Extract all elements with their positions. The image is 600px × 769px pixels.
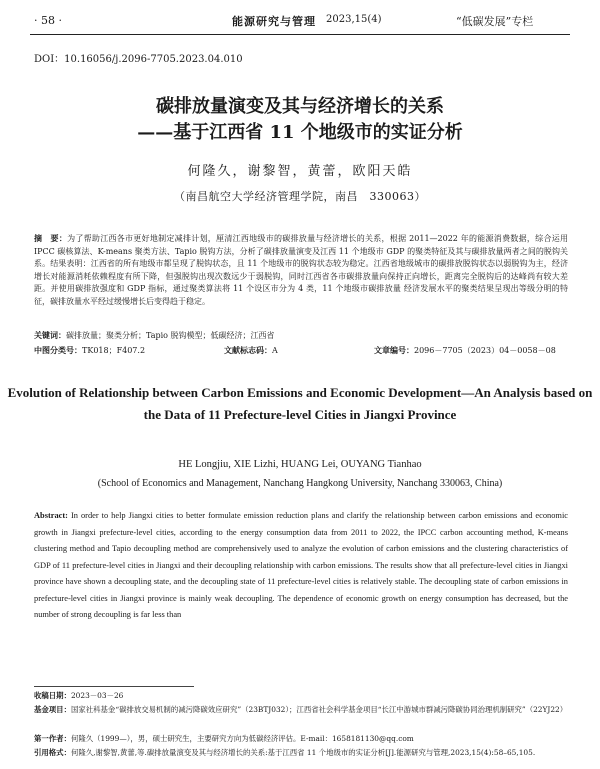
doi: DOI：10.16056/j.2096-7705.2023.04.010 [34, 54, 243, 65]
journal-name: 能源研究与管理 [232, 15, 316, 28]
page-number: · 58 · [34, 14, 62, 27]
keywords-cn-label: 关键词： [34, 330, 66, 340]
title-cn-line2: ——基于江西省 11 个地级市的实证分析 [137, 122, 463, 143]
authors-en: HE Longjiu, XIE Lizhi, HUANG Lei, OUYANG Tianhao [178, 459, 422, 470]
abstract-en-label: Abstract: [34, 511, 68, 520]
header-divider [30, 34, 570, 35]
keywords-cn [34, 330, 275, 341]
column-name: “低碳发展”专栏 [456, 15, 534, 28]
clc-number: 中图分类号：TK018；F407.2 [34, 345, 146, 355]
abstract-cn-label: 摘 要： [34, 233, 68, 243]
footnote-divider [34, 686, 194, 687]
abstract-en-text: In order to help Jiangxi cities to better formulate emission reduction plans and clarify the relationship between carbon emissions and economic growth in Jiangxi prefecture-level cities, according to the energy consumption data from 2011 to 2022, the IPCC carbon accounting method, K-means clustering method and Tapio decoupling method are comprehensively used to analyze the evolution of carbon emissions and the clustering characteristics of GDP of 11 prefecture-level cities in Jiangxi and their decoupling relationship with carbon emissions. The results show that all prefecture-level cities in Jiangxi province have shown a decoupling state, and the decoupling state of 11 prefecture-level cities is relatively stable. The decoupling state of carbon emissions in prefecture-level cities in Jiangxi province is mainly weak decoupling. The dependence of economic growth on energy consumption has decreased, but the number of strong decoupling is far less than [34, 511, 568, 619]
title-en: Evolution of Relationship between Carbon Emissions and Economic Development—An Analysis based on the Data of 11 Prefecture-level Cities in Jiangxi Province [7, 385, 593, 422]
footnote-fund: 基金项目：国家社科基金“碳排放交易机制的减污降碳效应研究”（23BTJ032）；江西省社会科学基金项目“长江中游城市群减污降碳协同治理机制研究”（22YJ22） [34, 705, 568, 714]
article-number: 文章编号：2096－7705（2023）04－0058－08 [374, 345, 556, 355]
footnote-first-author: 第一作者：何隆久（1999—），男，硕士研究生，主要研究方向为低碳经济评估。E-mail：1658181130@qq.com [34, 734, 414, 743]
journal-issue: 2023,15(4) [326, 14, 382, 25]
abstract-cn-text: 为了帮助江西各市更好地制定减排计划，厘清江西地级市的碳排放量与经济增长的关系，根据 2011—2022 年的能源消费数据，综合运用 IPCC 碳核算法、K-means 聚类方法、Tapio 脱钩方法，分析了碳排放量演变及江西 11 个地级市 GDP 的聚类特征及其与碳排放量两者之间的脱钩关系。结果表明：江西省的所有地级市都呈现了脱钩状态，且 11 个地级市的脱钩状态较为稳定。江西省地级城市的碳排放脱钩状态以弱脱钩为主，经济增长对能源消耗依赖程度有所下降，但强脱钩出现次数远少于弱脱钩，同时江西省各市碳排放量向保持正向增长，距离完全脱钩后的达峰尚有较大差距。并使用碳排放强度和 GDP 指标，通过聚类算法将 11 个设区市分为 4 类，11 个地级市碳排放量 经济发展水平的聚类结果呈现出等级分明的特征，碳排放量水平经过缓慢增长后变得趋于稳定。 [34, 234, 568, 306]
abstract-cn [34, 232, 568, 308]
footnote-received: 收稿日期：2023－03－26 [34, 691, 124, 700]
document-code: 文献标志码：A [224, 345, 278, 355]
affiliation-cn: （南昌航空大学经济管理学院，南昌 330063） [174, 190, 426, 203]
authors-cn: 何隆久，谢黎智，黄蕾，欧阳天皓 [187, 164, 413, 179]
affiliation-en: (School of Economics and Management, Nanchang Hangkong University, Nanchang 330063, China) [97, 478, 503, 489]
footnote-citation: 引用格式：何隆久,谢黎智,黄蕾,等.碳排放量演变及其与经济增长的关系:基于江西省 11 个地级市的实证分析[J].能源研究与管理,2023,15(4):58–65,105. [34, 748, 536, 757]
title-cn-line1: 碳排放量演变及其与经济增长的关系 [156, 96, 444, 117]
abstract-en [34, 508, 568, 624]
keywords-cn-text: 碳排放量；聚类分析；Tapio 脱钩模型；低碳经济；江西省 [66, 331, 275, 340]
